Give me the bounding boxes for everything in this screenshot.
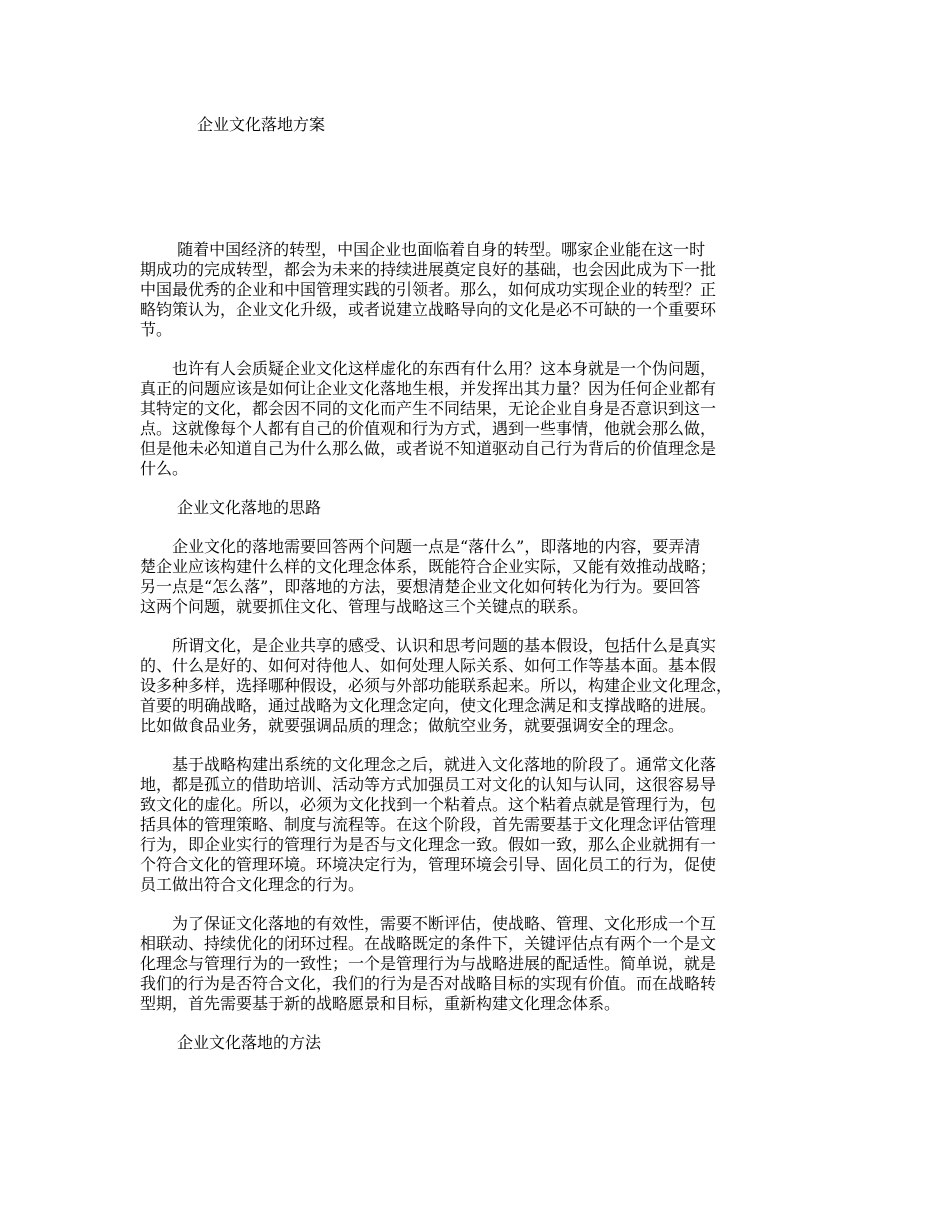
paragraph-line: 什么。 [140,459,189,478]
paragraph-line: 我们的行为是否符合文化，我们的行为是否对战略目标的实现有价值。而在战略转 [140,974,717,993]
paragraph [140,636,816,736]
section-heading: 企业文化落地的思路 [177,498,322,517]
paragraph-line: 个符合文化的管理环境。环境决定行为，管理环境会引导、固化员工的行为，促使 [140,855,717,874]
paragraph-line: 相联动、持续优化的闭环过程。在战略既定的条件下，关键评估点有两个一个是文 [140,934,717,953]
paragraph-line: 也许有人会质疑企业文化这样虚化的东西有什么用？这本身就是一个伪问题， [140,359,717,378]
paragraph-line: 比如做食品业务，就要强调品质的理念；做航空业务，就要强调安全的理念。 [140,716,685,735]
paragraph-line: 首要的明确战略，通过战略为文化理念定向，使文化理念满足和支撑战略的进展。 [140,696,717,715]
paragraph-line: 基于战略构建出系统的文化理念之后，就进入文化落地的阶段了。通常文化落 [140,755,717,774]
paragraph-line: 其特定的文化，都会因不同的文化而产生不同结果，无论企业自身是否意识到这一 [140,399,717,418]
document-body [140,240,816,1072]
paragraph [140,755,816,895]
paragraph-line: 另一点是“怎么落”，即落地的方法，要想清楚企业文化如何转化为行为。要回答 [140,577,701,596]
paragraph-line: 略钧策认为，企业文化升级，或者说建立战略导向的文化是必不可缺的一个重要环 [140,300,717,319]
paragraph-line: 化理念与管理行为的一致性；一个是管理行为与战略进展的配适性。简单说，就是 [140,954,717,973]
paragraph-line: 员工做出符合文化理念的行为。 [140,875,365,894]
paragraph-line: 设多种多样，选择哪种假设，必须与外部功能联系起来。所以，构建企业文化理念， [140,676,733,695]
paragraph-line: 中国最优秀的企业和中国管理实践的引领者。那么，如何成功实现企业的转型？正 [140,280,717,299]
paragraph-line: 的、什么是好的、如何对待他人、如何处理人际关系、如何工作等基本面。基本假 [140,656,717,675]
paragraph [140,359,816,479]
paragraph-line: 括具体的管理策略、制度与流程等。在这个阶段，首先需要基于文化理念评估管理 [140,815,717,834]
paragraph [140,914,816,1014]
paragraph-line: 地，都是孤立的借助培训、活动等方式加强员工对文化的认知与认同，这很容易导 [140,775,717,794]
paragraph-line: 为了保证文化落地的有效性，需要不断评估，使战略、管理、文化形成一个互 [140,914,717,933]
paragraph-line: 致文化的虚化。所以，必须为文化找到一个粘着点。这个粘着点就是管理行为，包 [140,795,717,814]
paragraph-line: 但是他未必知道自己为什么那么做，或者说不知道驱动自己行为背后的价值理念是 [140,439,717,458]
paragraph-line: 节。 [140,320,173,339]
paragraph [140,240,816,340]
paragraph-line: 真正的问题应该是如何让企业文化落地生根，并发挥出其力量？因为任何企业都有 [140,379,717,398]
paragraph-line: 企业文化的落地需要回答两个问题一点是“落什么”，即落地的内容，要弄清 [140,537,701,556]
paragraph-line: 所谓文化，是企业共享的感受、认识和思考问题的基本假设，包括什么是真实 [140,636,717,655]
document-title: 企业文化落地方案 [197,115,326,134]
paragraph-line: 楚企业应该构建什么样的文化理念体系，既能符合企业实际，又能有效推动战略； [140,557,717,576]
paragraph-line: 随着中国经济的转型，中国企业也面临着自身的转型。哪家企业能在这一时 [140,240,706,259]
paragraph-line: 行为，即企业实行的管理行为是否与文化理念一致。假如一致，那么企业就拥有一 [140,835,717,854]
paragraph-line: 点。这就像每个人都有自己的价值观和行为方式，遇到一些事情，他就会那么做， [140,419,717,438]
paragraph-line: 这两个问题，就要抓住文化、管理与战略这三个关键点的联系。 [140,597,589,616]
section-heading: 企业文化落地的方法 [177,1033,322,1052]
paragraph-line: 期成功的完成转型，都会为未来的持续进展奠定良好的基础，也会因此成为下一批 [140,260,717,279]
paragraph-line: 型期，首先需要基于新的战略愿景和目标，重新构建文化理念体系。 [140,994,621,1013]
paragraph [140,537,816,617]
